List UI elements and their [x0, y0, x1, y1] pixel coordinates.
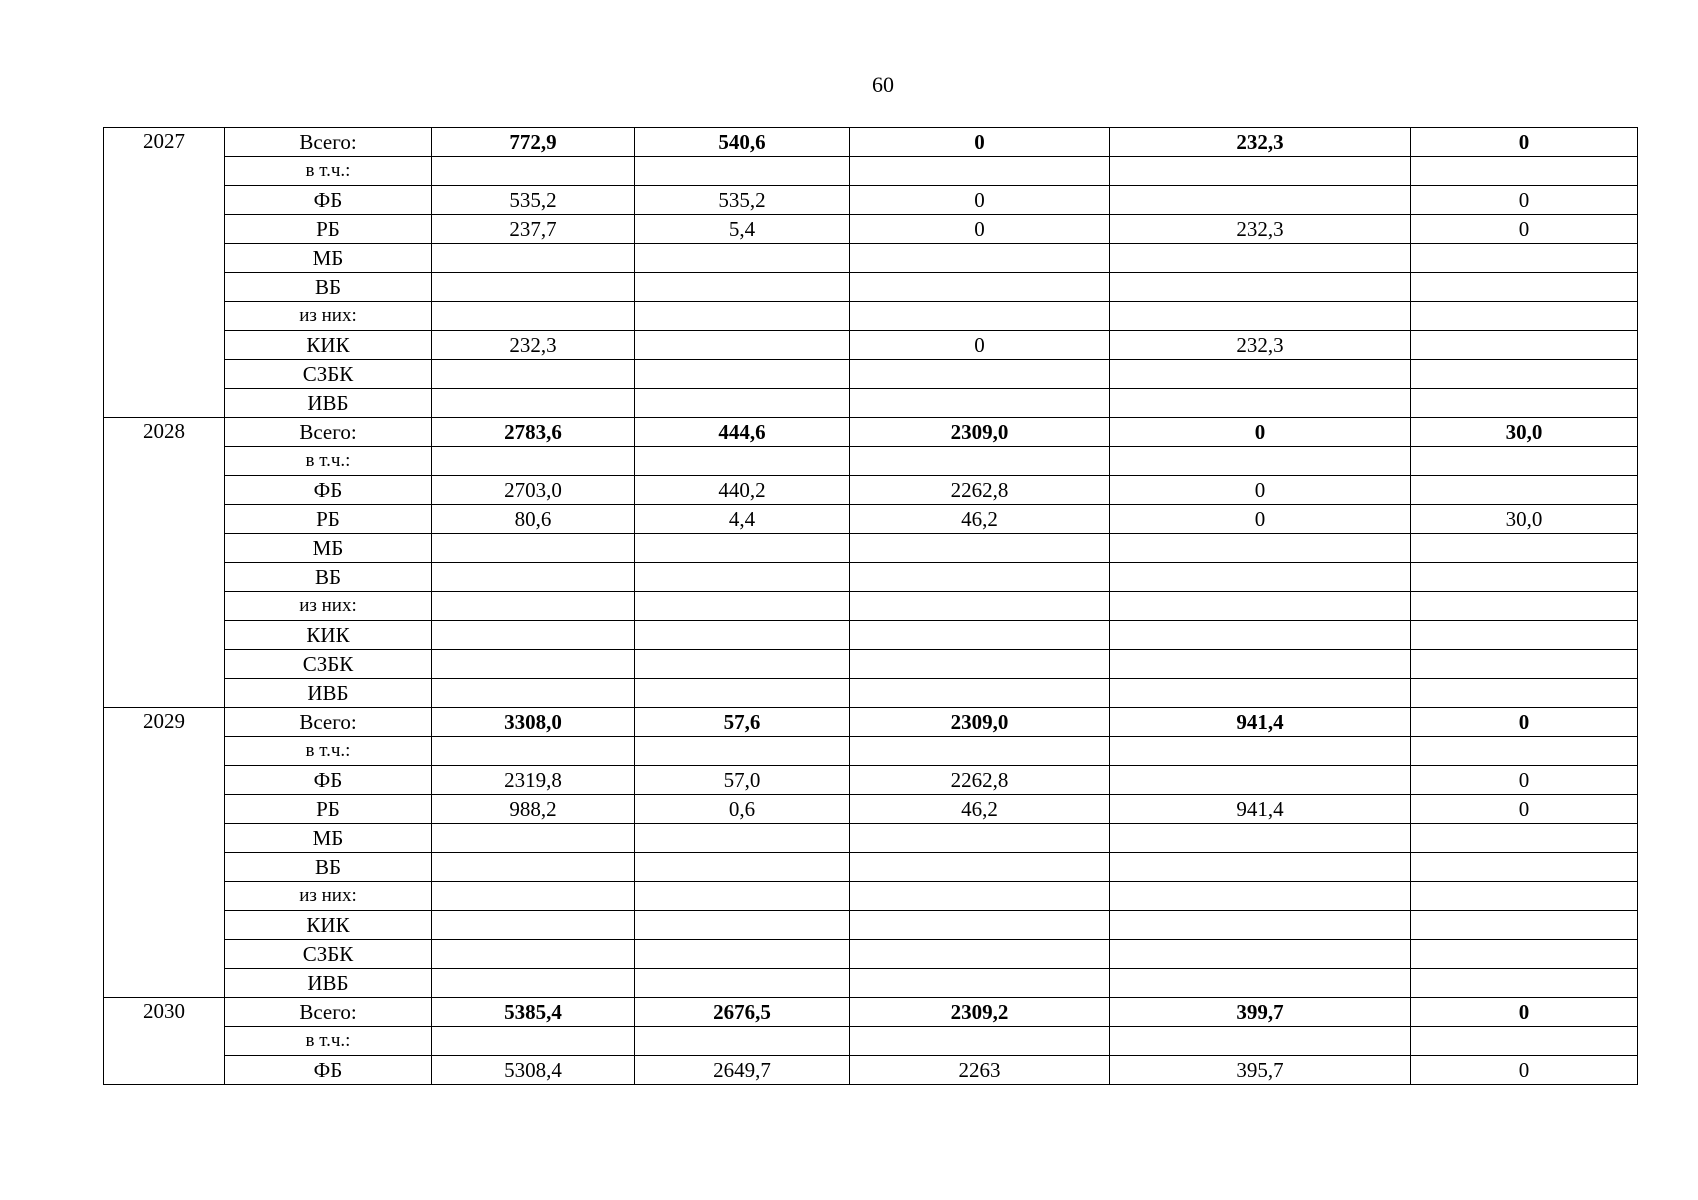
value-cell: 2676,5 — [635, 998, 850, 1027]
value-cell — [432, 853, 635, 882]
row-label: ФБ — [225, 1056, 432, 1085]
row-label: в т.ч.: — [225, 1027, 432, 1056]
table-row — [104, 853, 1638, 882]
value-cell: 395,7 — [1110, 1056, 1411, 1085]
value-cell — [1411, 824, 1638, 853]
value-cell — [1110, 1027, 1411, 1056]
value-cell — [850, 824, 1110, 853]
table-row — [104, 824, 1638, 853]
row-label: в т.ч.: — [225, 737, 432, 766]
value-cell — [635, 853, 850, 882]
table-row — [104, 679, 1638, 708]
value-cell — [635, 621, 850, 650]
value-cell — [432, 157, 635, 186]
value-cell — [1411, 911, 1638, 940]
value-cell — [1411, 592, 1638, 621]
value-cell — [635, 244, 850, 273]
row-label: Всего: — [225, 998, 432, 1027]
table-row — [104, 998, 1638, 1027]
table-row — [104, 766, 1638, 795]
table-row — [104, 940, 1638, 969]
value-cell: 535,2 — [635, 186, 850, 215]
row-label: КИК — [225, 911, 432, 940]
value-cell — [850, 273, 1110, 302]
value-cell — [635, 650, 850, 679]
value-cell — [1110, 650, 1411, 679]
value-cell: 57,6 — [635, 708, 850, 737]
row-label: ИВБ — [225, 679, 432, 708]
value-cell: 0 — [1411, 128, 1638, 157]
value-cell — [635, 882, 850, 911]
value-cell — [1110, 737, 1411, 766]
value-cell — [1411, 157, 1638, 186]
table-row — [104, 389, 1638, 418]
row-label: МБ — [225, 244, 432, 273]
value-cell — [850, 882, 1110, 911]
row-label: ИВБ — [225, 389, 432, 418]
value-cell — [635, 969, 850, 998]
value-cell — [1411, 1027, 1638, 1056]
value-cell: 0 — [850, 331, 1110, 360]
value-cell: 540,6 — [635, 128, 850, 157]
row-label: РБ — [225, 505, 432, 534]
value-cell: 2262,8 — [850, 476, 1110, 505]
value-cell: 444,6 — [635, 418, 850, 447]
value-cell: 941,4 — [1110, 708, 1411, 737]
row-label: ФБ — [225, 186, 432, 215]
value-cell — [850, 534, 1110, 563]
row-label: СЗБК — [225, 360, 432, 389]
value-cell — [850, 940, 1110, 969]
value-cell: 0 — [1411, 766, 1638, 795]
table-row — [104, 795, 1638, 824]
table-row — [104, 534, 1638, 563]
value-cell — [1110, 302, 1411, 331]
table-row — [104, 563, 1638, 592]
value-cell — [1411, 650, 1638, 679]
value-cell — [850, 737, 1110, 766]
value-cell: 0 — [1110, 476, 1411, 505]
value-cell — [1411, 534, 1638, 563]
value-cell — [432, 447, 635, 476]
value-cell — [1110, 157, 1411, 186]
value-cell — [850, 360, 1110, 389]
value-cell — [432, 302, 635, 331]
value-cell — [1110, 853, 1411, 882]
value-cell: 0,6 — [635, 795, 850, 824]
value-cell — [850, 447, 1110, 476]
page-number: 60 — [872, 72, 894, 97]
value-cell — [432, 273, 635, 302]
value-cell — [432, 969, 635, 998]
row-label: из них: — [225, 882, 432, 911]
row-label: ВБ — [225, 853, 432, 882]
value-cell — [1411, 331, 1638, 360]
value-cell — [1110, 592, 1411, 621]
value-cell — [635, 157, 850, 186]
value-cell — [432, 389, 635, 418]
value-cell — [850, 302, 1110, 331]
value-cell — [1411, 563, 1638, 592]
value-cell — [1110, 824, 1411, 853]
value-cell: 0 — [850, 186, 1110, 215]
value-cell — [850, 157, 1110, 186]
row-label: в т.ч.: — [225, 447, 432, 476]
value-cell — [1411, 476, 1638, 505]
table-row — [104, 621, 1638, 650]
value-cell: 0 — [1411, 998, 1638, 1027]
value-cell: 0 — [1411, 795, 1638, 824]
value-cell — [1110, 360, 1411, 389]
value-cell — [432, 679, 635, 708]
value-cell — [1411, 244, 1638, 273]
value-cell — [1110, 244, 1411, 273]
table-row — [104, 969, 1638, 998]
value-cell — [1411, 621, 1638, 650]
value-cell — [635, 911, 850, 940]
value-cell: 941,4 — [1110, 795, 1411, 824]
funding-table-body — [104, 128, 1638, 1085]
value-cell: 535,2 — [432, 186, 635, 215]
table-row — [104, 215, 1638, 244]
table-row — [104, 157, 1638, 186]
value-cell: 46,2 — [850, 505, 1110, 534]
value-cell — [635, 360, 850, 389]
value-cell: 5385,4 — [432, 998, 635, 1027]
table-row — [104, 331, 1638, 360]
year-cell: 2028 — [104, 418, 225, 708]
value-cell — [1411, 447, 1638, 476]
value-cell — [1110, 273, 1411, 302]
value-cell: 0 — [850, 215, 1110, 244]
table-row — [104, 244, 1638, 273]
table-row — [104, 737, 1638, 766]
year-cell: 2029 — [104, 708, 225, 998]
value-cell — [432, 244, 635, 273]
table-row — [104, 447, 1638, 476]
value-cell — [1110, 940, 1411, 969]
row-label: СЗБК — [225, 940, 432, 969]
table-row — [104, 360, 1638, 389]
row-label: в т.ч.: — [225, 157, 432, 186]
row-label: СЗБК — [225, 650, 432, 679]
value-cell — [1110, 621, 1411, 650]
value-cell — [635, 679, 850, 708]
value-cell — [1411, 679, 1638, 708]
value-cell: 2309,2 — [850, 998, 1110, 1027]
value-cell: 57,0 — [635, 766, 850, 795]
value-cell — [1110, 534, 1411, 563]
value-cell: 80,6 — [432, 505, 635, 534]
value-cell: 237,7 — [432, 215, 635, 244]
value-cell — [850, 679, 1110, 708]
table-row — [104, 505, 1638, 534]
value-cell — [1110, 186, 1411, 215]
value-cell — [635, 389, 850, 418]
funding-table — [103, 127, 1638, 1085]
row-label: Всего: — [225, 708, 432, 737]
table-row — [104, 650, 1638, 679]
row-label: ВБ — [225, 273, 432, 302]
value-cell — [1110, 969, 1411, 998]
value-cell: 232,3 — [432, 331, 635, 360]
value-cell — [1110, 766, 1411, 795]
value-cell — [432, 592, 635, 621]
value-cell — [635, 824, 850, 853]
table-row — [104, 476, 1638, 505]
value-cell — [1411, 737, 1638, 766]
value-cell — [1411, 273, 1638, 302]
row-label: КИК — [225, 331, 432, 360]
value-cell — [635, 331, 850, 360]
value-cell — [635, 534, 850, 563]
value-cell — [635, 592, 850, 621]
table-row — [104, 1056, 1638, 1085]
value-cell: 399,7 — [1110, 998, 1411, 1027]
value-cell — [850, 853, 1110, 882]
value-cell — [1411, 882, 1638, 911]
value-cell — [432, 621, 635, 650]
value-cell: 30,0 — [1411, 505, 1638, 534]
value-cell: 772,9 — [432, 128, 635, 157]
value-cell — [850, 650, 1110, 679]
row-label: Всего: — [225, 418, 432, 447]
table-row — [104, 708, 1638, 737]
row-label: Всего: — [225, 128, 432, 157]
table-row — [104, 418, 1638, 447]
value-cell — [432, 650, 635, 679]
value-cell — [635, 737, 850, 766]
value-cell — [432, 534, 635, 563]
value-cell — [432, 882, 635, 911]
value-cell — [432, 911, 635, 940]
table-row — [104, 273, 1638, 302]
value-cell: 0 — [1411, 215, 1638, 244]
table-row — [104, 911, 1638, 940]
value-cell — [850, 969, 1110, 998]
value-cell: 2783,6 — [432, 418, 635, 447]
value-cell — [1411, 853, 1638, 882]
row-label: РБ — [225, 795, 432, 824]
value-cell: 232,3 — [1110, 331, 1411, 360]
value-cell — [850, 621, 1110, 650]
value-cell — [850, 911, 1110, 940]
value-cell: 232,3 — [1110, 215, 1411, 244]
year-cell: 2027 — [104, 128, 225, 418]
value-cell — [850, 592, 1110, 621]
value-cell — [1411, 940, 1638, 969]
value-cell: 2262,8 — [850, 766, 1110, 795]
value-cell: 0 — [1110, 505, 1411, 534]
value-cell: 2649,7 — [635, 1056, 850, 1085]
value-cell — [1110, 389, 1411, 418]
row-label: РБ — [225, 215, 432, 244]
value-cell — [1411, 302, 1638, 331]
value-cell — [432, 1027, 635, 1056]
value-cell: 2309,0 — [850, 418, 1110, 447]
row-label: МБ — [225, 534, 432, 563]
year-cell: 2030 — [104, 998, 225, 1085]
value-cell: 988,2 — [432, 795, 635, 824]
value-cell — [1110, 563, 1411, 592]
value-cell: 30,0 — [1411, 418, 1638, 447]
value-cell — [1411, 389, 1638, 418]
value-cell — [850, 244, 1110, 273]
value-cell — [432, 563, 635, 592]
row-label: КИК — [225, 621, 432, 650]
value-cell: 4,4 — [635, 505, 850, 534]
table-row — [104, 1027, 1638, 1056]
value-cell — [1110, 882, 1411, 911]
value-cell: 0 — [1411, 1056, 1638, 1085]
row-label: ВБ — [225, 563, 432, 592]
value-cell: 2703,0 — [432, 476, 635, 505]
value-cell — [1411, 969, 1638, 998]
value-cell — [850, 389, 1110, 418]
row-label: из них: — [225, 592, 432, 621]
value-cell: 0 — [1110, 418, 1411, 447]
value-cell: 0 — [850, 128, 1110, 157]
value-cell — [432, 737, 635, 766]
value-cell — [635, 940, 850, 969]
value-cell: 2309,0 — [850, 708, 1110, 737]
table-row — [104, 882, 1638, 911]
row-label: МБ — [225, 824, 432, 853]
value-cell — [635, 563, 850, 592]
table-row — [104, 302, 1638, 331]
value-cell — [635, 273, 850, 302]
value-cell — [1110, 679, 1411, 708]
value-cell: 5308,4 — [432, 1056, 635, 1085]
value-cell — [635, 302, 850, 331]
value-cell: 3308,0 — [432, 708, 635, 737]
value-cell: 0 — [1411, 708, 1638, 737]
value-cell — [432, 360, 635, 389]
value-cell — [1110, 911, 1411, 940]
value-cell — [635, 447, 850, 476]
value-cell — [432, 940, 635, 969]
value-cell — [635, 1027, 850, 1056]
value-cell: 2319,8 — [432, 766, 635, 795]
row-label: ФБ — [225, 766, 432, 795]
table-row — [104, 186, 1638, 215]
value-cell — [1411, 360, 1638, 389]
row-label: из них: — [225, 302, 432, 331]
value-cell — [1110, 447, 1411, 476]
value-cell — [432, 824, 635, 853]
table-row — [104, 128, 1638, 157]
value-cell: 2263 — [850, 1056, 1110, 1085]
value-cell: 46,2 — [850, 795, 1110, 824]
table-row — [104, 592, 1638, 621]
value-cell: 440,2 — [635, 476, 850, 505]
value-cell: 0 — [1411, 186, 1638, 215]
row-label: ИВБ — [225, 969, 432, 998]
value-cell: 232,3 — [1110, 128, 1411, 157]
value-cell: 5,4 — [635, 215, 850, 244]
row-label: ФБ — [225, 476, 432, 505]
value-cell — [850, 1027, 1110, 1056]
value-cell — [850, 563, 1110, 592]
